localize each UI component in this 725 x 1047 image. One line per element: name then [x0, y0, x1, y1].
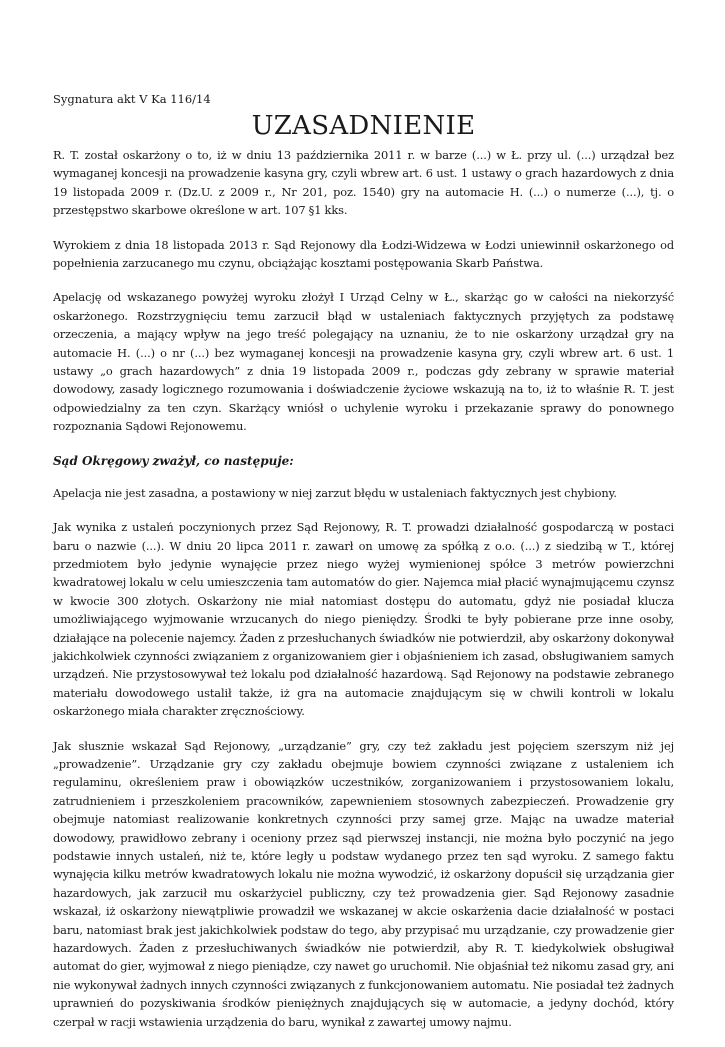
section-heading: Sąd Okręgowy zważył, co następuje:: [53, 453, 294, 468]
case-signature: Sygnatura akt V Ka 116/14: [53, 92, 211, 106]
document-page: [53, 92, 674, 1047]
paragraph-charge: R. T. został oskarżony o to, iż w dniu 13 października 2011 r. w barze (...) w Ł. przy ul. (...) urządzał bez wymaganej koncesji na prowadzenie kasyna gry, czyli wbrew art. 6 ust. 1 ustawy o grach hazardowych z dnia 19 listopada 2009 r. (Dz.U. z 2009 r., Nr 201, poz. 1540) gry na automacie H. (...) o numerze (...), tj. o przestępstwo skarbowe określone w art. 107 §1 kks.: [53, 148, 674, 218]
paragraph-assessment: Apelacja nie jest zasadna, a postawiony w niej zarzut błędu w ustaleniach faktycznych jest chybiony.: [53, 485, 617, 500]
page-title: UZASADNIENIE: [251, 111, 476, 141]
paragraph-verdict: Wyrokiem z dnia 18 listopada 2013 r. Sąd Rejonowy dla Łodzi-Widzewa w Łodzi uniewinnił oskarżonego od popełnienia zarzucanego mu czynu, obciążając kosztami postępowania Skarb Państwa.: [53, 237, 674, 271]
paragraph-findings: Jak wynika z ustaleń poczynionych przez Sąd Rejonowy, R. T. prowadzi działalność gospodarczą w postaci baru o nazwie (...). W dniu 20 lipca 2011 r. zawarł on umowę za spółką z o.o. (...) z siedzibą w T., której przedmiotem było jedynie wynajęcie przez niego wyżej wymienionej spółce 3 metrów powierzchni kwadratowej lokalu w celu umieszczenia tam automatów do gier. Najemca miał płacić wynajmującemu czynsz w kwocie 300 złotych. Oskarżony nie miał natomiast dostępu do automatu, gdyż nie posiadał klucza umożliwiającego wyjmowanie wrzucanych do niego pieniędzy. Środki te były pobierane prze inne osoby, działające na polecenie najemcy. Żaden z przesłuchanych świadków nie potwierdził, aby oskarżony dokonywał jakichkolwiek czynności związaniem z organizowaniem gier i objaśnieniem ich zasad, obsługiwaniem samych urządzeń. Nie przystosowywał też lokalu pod działalność hazardową. Sąd Rejonowy na podstawie zebranego materiału dowodowego ustalił także, iż gra na automacie znajdującym się w chwili kontroli w lokalu oskarżonego miała charakter zręcznościowy.: [53, 520, 674, 719]
paragraph-reasoning: Jak słusznie wskazał Sąd Rejonowy, „urządzanie” gry, czy też zakładu jest pojęciem szerszym niż jej „prowadzenie”. Urządzanie gry czy zakładu obejmuje bowiem czynności związane z ustaleniem ich regulaminu, określeniem praw i obowiązków uczestników, zorganizowaniem i przystosowaniem lokalu, zatrudnieniem i przeszkoleniem pracowników, zapewnieniem stosownych zabezpieczeń. Prowadzenie gry obejmuje natomiast realizowanie konkretnych czynności przy samej grze. Mając na uwadze materiał dowodowy, prawidłowo zebrany i oceniony przez sąd pierwszej instancji, nie można było poczynić na jego podstawie innych ustaleń, niż te, które legły u podstaw wydanego przez ten sąd wyroku. Z samego faktu wynajęcia kilku metrów kwadratowych lokalu nie można wywodzić, iż oskarżony dopuścił się urządzania gier hazardowych, jak zarzucił mu oskarżyciel publiczny, czy też prowadzenia gier. Sąd Rejonowy zasadnie wskazał, iż oskarżony niewątpliwie prowadził we wskazanej w akcie oskarżenia dacie działalność w postaci baru, natomiast brak jest jakichkolwiek podstaw do tego, aby przypisać mu urządzanie, czy prowadzenie gier hazardowych. Żaden z przesłuchiwanych świadków nie potwierdził, aby R. T. kiedykolwiek obsługiwał automat do gier, wyjmował z niego pieniądze, czy nawet go uruchomił. Nie objaśniał też nikomu zasad gry, ani nie wykonywał żadnych innych czynności związanych z funkcjonowaniem automatu. Nie posiadał też żadnych uprawnień do pozyskiwania środków pieniężnych znajdujących się w automacie, a jedyny dochód, który czerpał w racji wstawienia urządzenia do baru, wynikał z zawartej umowy najmu.: [53, 738, 674, 1029]
paragraph-appeal: Apelację od wskazanego powyżej wyroku złożył I Urząd Celny w Ł., skarżąc go w całości na niekorzyść oskarżonego. Rozstrzygnięciu temu zarzucił błąd w ustaleniach faktycznych przyjętych za podstawę orzeczenia, a mający wpływ na jego treść polegający na uznaniu, że to nie oskarżony urządzał gry na automacie H. (...) o nr (...) bez wymaganej koncesji na prowadzenie kasyna gry, czyli wbrew art. 6 ust. 1 ustawy „o grach hazardowych” z dnia 19 listopada 2009 r., podczas gdy zebrany w sprawie materiał dowodowy, zasady logicznego rozumowania i doświadczenie życiowe wskazują na to, iż to właśnie R. T. jest odpowiedzialny za ten czyn. Skarżący wniósł o uchylenie wyroku i przekazanie sprawy do ponownego rozpoznania Sądowi Rejonowemu.: [53, 290, 674, 434]
